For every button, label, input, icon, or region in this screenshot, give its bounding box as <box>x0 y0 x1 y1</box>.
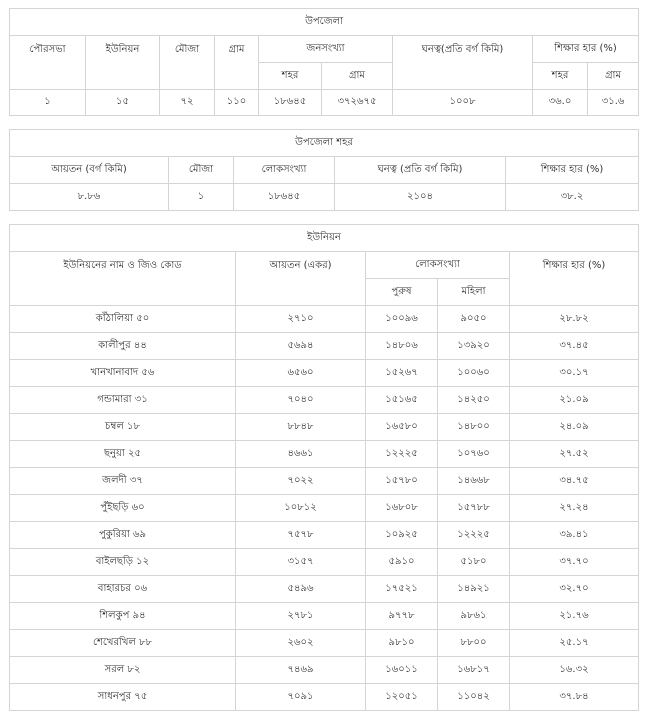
cell: ১২২২৫ <box>366 441 438 468</box>
cell: ৫৪৯৬ <box>236 576 366 603</box>
header-lit-village: গ্রাম <box>588 63 639 90</box>
cell: ৩৮.২ <box>506 184 639 211</box>
union-name-cell: বাহারচর ০৬ <box>10 576 236 603</box>
unions-table <box>9 224 639 711</box>
cell: ৮৮০০ <box>438 630 510 657</box>
cell: ১৬৫৮০ <box>366 414 438 441</box>
cell: ৭২ <box>160 90 215 116</box>
header-male: পুরুষ <box>366 279 438 306</box>
cell: ২১.০৯ <box>510 387 639 414</box>
cell: ৩৯.৪১ <box>510 522 639 549</box>
header-lit-city: শহর <box>533 63 588 90</box>
cell: ১৮৬৪৫ <box>234 184 335 211</box>
cell: ৭০৯১ <box>236 684 366 711</box>
cell: ১৬০১১ <box>366 657 438 684</box>
header-density: ঘনত্ব (প্রতি বর্গ কিমি) <box>335 157 506 184</box>
table-row <box>10 630 639 657</box>
header-population: জনসংখ্যা <box>259 36 393 63</box>
header-pop-village: গ্রাম <box>322 63 393 90</box>
header-literacy: শিক্ষার হার (%) <box>510 252 639 306</box>
union-name-cell: খানখানাবাদ ৫৬ <box>10 360 236 387</box>
table-row <box>10 90 639 116</box>
union-name-cell: কাঁঠালিয়া ৫০ <box>10 306 236 333</box>
table-row <box>10 184 639 211</box>
cell: ৯০৫০ <box>438 306 510 333</box>
header-mouza: মৌজা <box>169 157 234 184</box>
table-row <box>10 468 639 495</box>
cell: ১১০ <box>215 90 259 116</box>
header-mouza: মৌজা <box>160 36 215 90</box>
table-row <box>10 495 639 522</box>
header-pourashava: পৌরসভা <box>10 36 86 90</box>
cell: ১৫১৬৫ <box>366 387 438 414</box>
cell: ২১.৭৬ <box>510 603 639 630</box>
cell: ৮.৮৬ <box>10 184 169 211</box>
cell: ৩১.৬ <box>588 90 639 116</box>
cell: ২৭.৫২ <box>510 441 639 468</box>
header-union-name: ইউনিয়নের নাম ও জিও কোড <box>10 252 236 306</box>
cell: ১৫৭৮৮ <box>438 495 510 522</box>
cell: ১০০৬০ <box>438 360 510 387</box>
upazila-table <box>9 8 639 116</box>
cell: ১২২২৫ <box>438 522 510 549</box>
cell: ১৪২৫০ <box>438 387 510 414</box>
header-gram: গ্রাম <box>215 36 259 90</box>
header-density: ঘনত্ব(প্রতি বর্গ কিমি) <box>393 36 533 90</box>
cell: ১ <box>169 184 234 211</box>
cell: ২৫.১৭ <box>510 630 639 657</box>
header-area: আয়তন (বর্গ কিমি) <box>10 157 169 184</box>
unions-title: ইউনিয়ন <box>10 225 639 252</box>
cell: ১৮৬৪৫ <box>259 90 322 116</box>
cell: ১৬৮০৮ <box>366 495 438 522</box>
cell: ২৪.০৯ <box>510 414 639 441</box>
upazila-title: উপজেলা <box>10 9 639 36</box>
cell: ৩৬.০ <box>533 90 588 116</box>
cell: ১৫৭৮০ <box>366 468 438 495</box>
table-row <box>10 657 639 684</box>
cell: ৫৬৯৪ <box>236 333 366 360</box>
table-row <box>10 441 639 468</box>
cell: ৯৮১০ <box>366 630 438 657</box>
cell: ১৫ <box>86 90 160 116</box>
union-name-cell: কালীপুর ৪৪ <box>10 333 236 360</box>
cell: ১০০৮ <box>393 90 533 116</box>
cell: ৩৭.৭০ <box>510 549 639 576</box>
cell: ৭৪৬৯ <box>236 657 366 684</box>
union-name-cell: বাইলছড়ি ১২ <box>10 549 236 576</box>
cell: ৫১৮০ <box>438 549 510 576</box>
cell: ৭০৪০ <box>236 387 366 414</box>
union-name-cell: চম্বল ১৮ <box>10 414 236 441</box>
union-name-cell: শেখেরখিল ৮৮ <box>10 630 236 657</box>
table-row <box>10 684 639 711</box>
header-literacy: শিক্ষার হার (%) <box>533 36 639 63</box>
cell: ৩২.৭০ <box>510 576 639 603</box>
table-row <box>10 576 639 603</box>
cell: ১৬.৩২ <box>510 657 639 684</box>
cell: ১০৭৬০ <box>438 441 510 468</box>
cell: ৩৪.৭৫ <box>510 468 639 495</box>
town-title: উপজেলা শহর <box>10 130 639 157</box>
union-name-cell: পুঁইছড়ি ৬০ <box>10 495 236 522</box>
union-name-cell: শিলকুপ ৯৪ <box>10 603 236 630</box>
table-row <box>10 549 639 576</box>
cell: ৪৬৬১ <box>236 441 366 468</box>
union-name-cell: জলদী ৩৭ <box>10 468 236 495</box>
cell: ১৪৮০৬ <box>366 333 438 360</box>
header-population: লোকসংখ্যা <box>366 252 510 279</box>
header-female: মহিলা <box>438 279 510 306</box>
union-name-cell: পুকুরিয়া ৬৯ <box>10 522 236 549</box>
cell: ২৮.৮২ <box>510 306 639 333</box>
cell: ১২০৫১ <box>366 684 438 711</box>
cell: ৯৮৬১ <box>438 603 510 630</box>
cell: ৫৯১০ <box>366 549 438 576</box>
cell: ২৭.২৪ <box>510 495 639 522</box>
cell: ২৭৮১ <box>236 603 366 630</box>
cell: ১৭৫২১ <box>366 576 438 603</box>
header-area: আয়তন (একর) <box>236 252 366 306</box>
header-union: ইউনিয়ন <box>86 36 160 90</box>
cell: ৩৭.৮৪ <box>510 684 639 711</box>
cell: ৬৫৬০ <box>236 360 366 387</box>
cell: ১০৯২৫ <box>366 522 438 549</box>
table-row <box>10 306 639 333</box>
table-row <box>10 360 639 387</box>
cell: ২৭১০ <box>236 306 366 333</box>
table-row <box>10 603 639 630</box>
cell: ৩৭২৬৭৫ <box>322 90 393 116</box>
table-row <box>10 333 639 360</box>
header-population: লোকসংখ্যা <box>234 157 335 184</box>
cell: ৩৭.৪৫ <box>510 333 639 360</box>
cell: ২৬০২ <box>236 630 366 657</box>
cell: ১ <box>10 90 86 116</box>
cell: ২১০৪ <box>335 184 506 211</box>
union-name-cell: সরল ৮২ <box>10 657 236 684</box>
upazila-town-table <box>9 129 639 211</box>
cell: ১০৮১২ <box>236 495 366 522</box>
cell: ৭০২২ <box>236 468 366 495</box>
cell: ১০০৯৬ <box>366 306 438 333</box>
cell: ১১০৪২ <box>438 684 510 711</box>
cell: ১৪৬৬৮ <box>438 468 510 495</box>
table-row <box>10 522 639 549</box>
union-name-cell: সাধনপুর ৭৫ <box>10 684 236 711</box>
header-literacy: শিক্ষার হার (%) <box>506 157 639 184</box>
cell: ৭৫৭৮ <box>236 522 366 549</box>
cell: ৯৭৭৮ <box>366 603 438 630</box>
cell: ১৪৯২১ <box>438 576 510 603</box>
cell: ১৫২৬৭ <box>366 360 438 387</box>
cell: ১৬৮১৭ <box>438 657 510 684</box>
table-row <box>10 414 639 441</box>
union-name-cell: ছনুয়া ২৫ <box>10 441 236 468</box>
cell: ১৩৯২০ <box>438 333 510 360</box>
header-pop-city: শহর <box>259 63 322 90</box>
cell: ১৪৮০০ <box>438 414 510 441</box>
union-rows <box>10 306 639 711</box>
cell: ৮৮৪৮ <box>236 414 366 441</box>
cell: ৩১৫৭ <box>236 549 366 576</box>
table-row <box>10 387 639 414</box>
cell: ৩০.১৭ <box>510 360 639 387</box>
union-name-cell: গন্ডামারা ৩১ <box>10 387 236 414</box>
